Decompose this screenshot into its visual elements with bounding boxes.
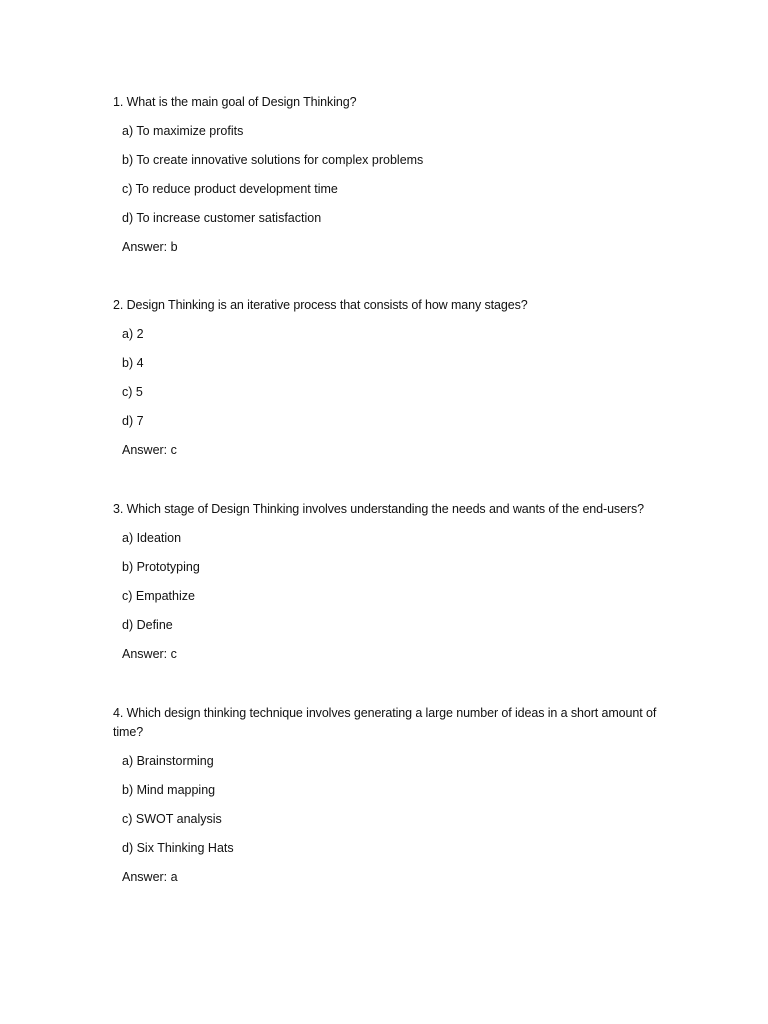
option-c: c) 5	[122, 385, 143, 399]
answer-line: Answer: c	[122, 443, 177, 457]
option-a: a) 2	[122, 327, 144, 341]
option-d: d) Define	[122, 618, 173, 632]
options-list	[122, 742, 673, 887]
option-a: a) Ideation	[122, 531, 182, 545]
option-d: d) To increase customer satisfaction	[122, 211, 322, 225]
question-text: 3. Which stage of Design Thinking involves understanding the needs and wants of the end-users?	[113, 502, 644, 516]
option-d: d) 7	[122, 414, 144, 428]
answer-line: Answer: a	[122, 870, 178, 884]
option-b: b) 4	[122, 356, 144, 370]
answer-line: Answer: b	[122, 240, 178, 254]
question-text: 2. Design Thinking is an iterative process that consists of how many stages?	[113, 298, 528, 312]
options-list	[122, 519, 673, 664]
answer-line: Answer: c	[122, 647, 177, 661]
option-a: a) Brainstorming	[122, 754, 214, 768]
option-a: a) To maximize profits	[122, 124, 244, 138]
option-d: d) Six Thinking Hats	[122, 841, 234, 855]
option-c: c) SWOT analysis	[122, 812, 222, 826]
question-text: 4. Which design thinking technique involves generating a large number of ideas in a short amount of time?	[113, 706, 657, 739]
option-c: c) Empathize	[122, 589, 195, 603]
question-1	[113, 93, 673, 257]
option-c: c) To reduce product development time	[122, 182, 338, 196]
options-list	[122, 315, 673, 460]
option-b: b) Prototyping	[122, 560, 200, 574]
option-b: b) To create innovative solutions for complex problems	[122, 153, 424, 167]
question-text: 1. What is the main goal of Design Thinking?	[113, 95, 357, 109]
question-3	[113, 500, 673, 664]
options-list	[122, 112, 673, 257]
question-4	[113, 704, 673, 887]
question-2	[113, 296, 673, 460]
option-b: b) Mind mapping	[122, 783, 216, 797]
